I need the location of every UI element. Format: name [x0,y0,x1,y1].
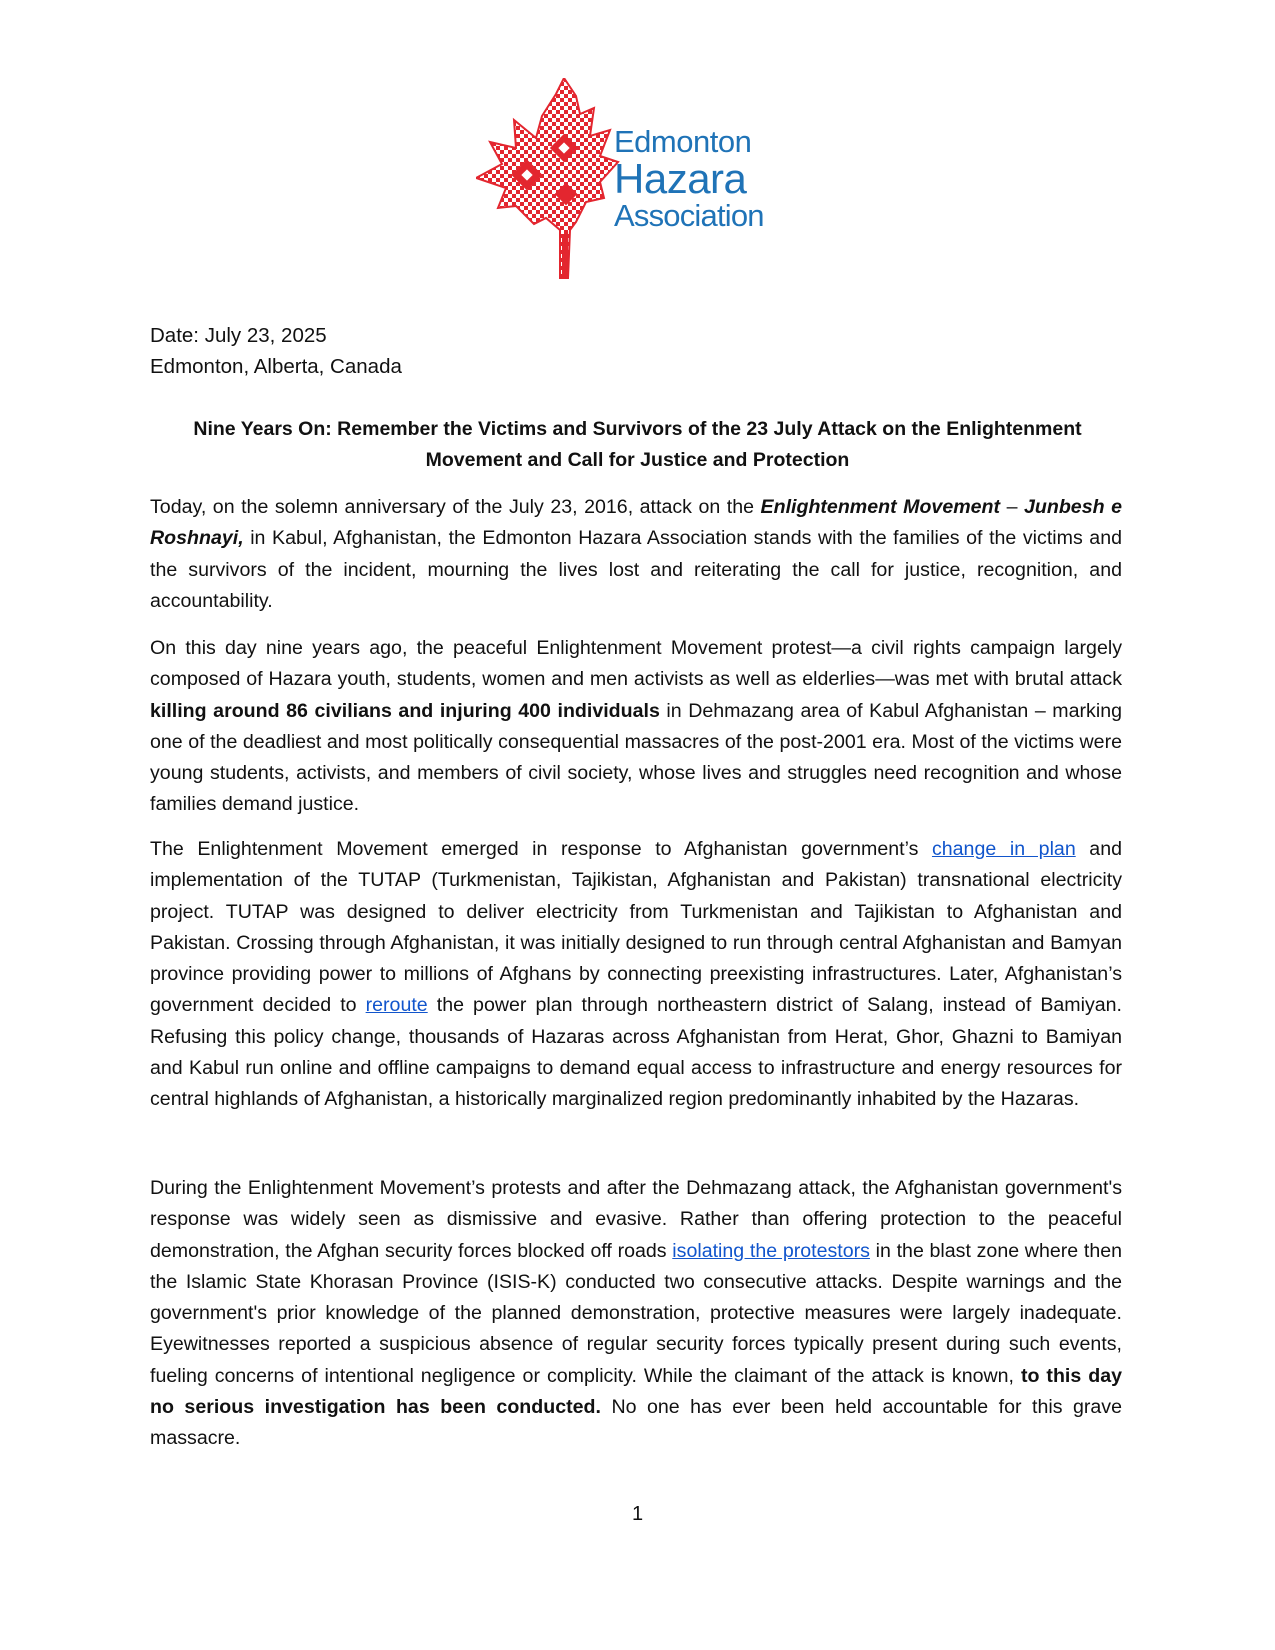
p1-text-2: – [1000,496,1024,518]
date-location-block [150,320,402,382]
p4-text-2: in the blast zone where then the Islamic State Khorasan Province (ISIS-K) conducted two consecutive attacks. Despite warnings and the government's prior knowledge of the planned demonstration, protective measures were largely inadequate. Eyewitnesses reported a suspicious absence of regular security forces typically present during such events, fueling concerns of intentional negligence or complicity. While the claimant of the attack is known, [150,1239,1123,1387]
p4-text-1: During the Enlightenment Movement’s protests and after the Dehmazang attack, the Afghanistan government's response was widely seen as dismissive and evasive. Rather than offering protection to the peaceful demonstration, the Afghan security forces blocked off roads [150,1177,1122,1262]
p2-text-1: On this day nine years ago, the peaceful Enlightenment Movement protest—a civil rights campaign largely composed of Hazara youth, students, women and men activists as well as elderlies—was met with brutal attack [150,637,1122,691]
paragraph-1 [150,492,1122,617]
p1-emphasis-1: Enlightenment Movement [760,496,1001,518]
paragraph-3 [150,834,1122,1116]
organization-logo [476,78,776,298]
document-title [150,414,1125,476]
p1-emphasis-2: Junbesh e Roshnayi, [150,496,1122,550]
logo-text-edmonton: Edmonton [614,124,752,159]
paragraph-4 [150,1173,1122,1455]
p1-text-3: in Kabul, Afghanistan, the Edmonton Hazara Association stands with the families of the victims and the survivors of the incident, mourning the lives lost and reiterating the call for justice, recognition, and accountability. [150,527,1122,612]
p3-text-1: The Enlightenment Movement emerged in response to Afghanistan government’s [150,838,932,860]
reroute-link[interactable]: reroute [365,994,428,1017]
change-in-plan-link[interactable]: change in plan [931,838,1076,860]
p2-text-2: in Dehmazang area of Kabul Afghanistan – marking one of the deadliest and most politically consequential massacres of the post-2001 era. Most of the victims were young students, activists, and members of civil society, whose lives and struggles need recognition and whose families demand justice. [150,699,1122,816]
page-number: 1 [631,1503,644,1525]
p4-bold-1: to this day no serious investigation has been conducted. [150,1364,1122,1419]
p4-text-3: No one has ever been held accountable for this grave massacre. [150,1396,1122,1450]
logo-wordmark [614,126,764,231]
p3-text-3: the power plan through northeastern district of Salang, instead of Bamiyan. Refusing this policy change, thousands of Hazaras across Afghanistan from Herat, Ghor, Ghazni to Bamiyan and Kabul run online and offline campaigns to demand equal access to infrastructure and energy resources for central highlands of Afghanistan, a historically marginalized region predominantly inhabited by the Hazaras. [150,994,1122,1111]
document-date: Date: July 23, 2025 [150,324,327,347]
paragraph-2 [150,633,1122,821]
isolating-the-protestors-link[interactable]: isolating the protestors [672,1239,870,1262]
document-location: Edmonton, Alberta, Canada [150,355,402,378]
p3-text-2: and implementation of the TUTAP (Turkmenistan, Tajikistan, Afghanistan and Pakistan) transnational electricity project. TUTAP was designed to deliver electricity from Turkmenistan and Tajikistan to Afghanistan and Pakistan. Crossing through Afghanistan, it was initially designed to run through central Afghanistan and Bamyan province providing power to millions of Afghans by connecting preexisting infrastructures. Later, Afghanistan’s government decided to [150,838,1122,1017]
p1-text-1: Today, on the solemn anniversary of the July 23, 2016, attack on the [150,496,761,518]
p2-bold-1: killing around 86 civilians and injuring 400 individuals [150,699,660,722]
title-line-2: Movement and Call for Justice and Protection [425,449,850,471]
maple-leaf-icon [476,78,621,293]
title-line-1: Nine Years On: Remember the Victims and Survivors of the 23 July Attack on the Enlightenment [193,418,1082,440]
logo-text-hazara: Hazara [614,155,747,202]
logo-text-association: Association [614,198,764,233]
